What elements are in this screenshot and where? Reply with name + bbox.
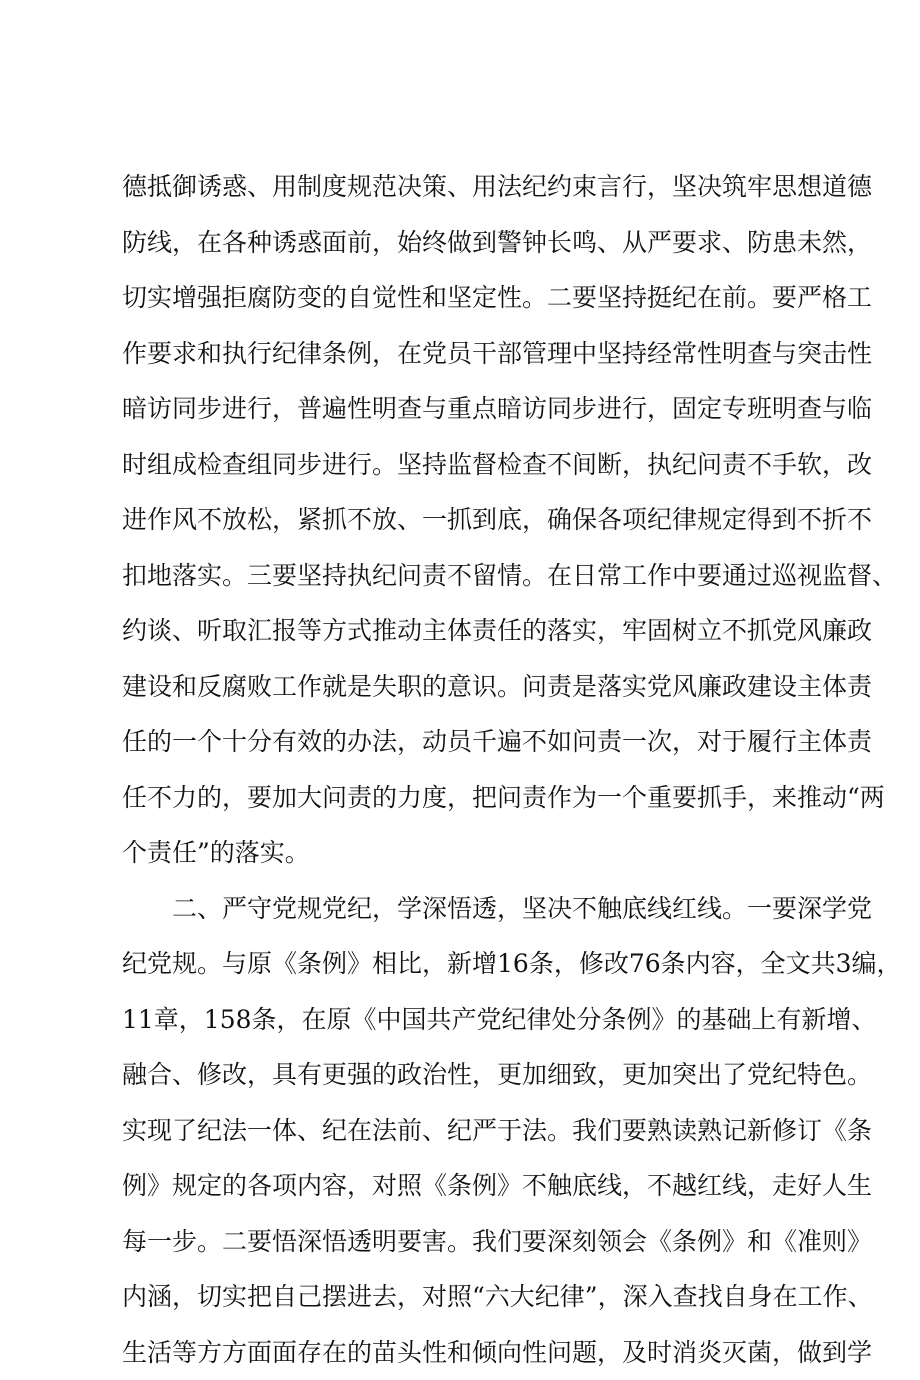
document-body bbox=[122, 159, 810, 1380]
text-line: 任的一个十分有效的办法，动员千遍不如问责一次，对于履行主体责 bbox=[122, 714, 810, 770]
text-line: 二、严守党规党纪，学深悟透，坚决不触底线红线。一要深学党 bbox=[122, 881, 810, 937]
text-line: 例》规定的各项内容，对照《条例》不触底线，不越红线，走好人生 bbox=[122, 1158, 810, 1214]
text-line: 作要求和执行纪律条例，在党员干部管理中坚持经常性明查与突击性 bbox=[122, 326, 810, 382]
text-line: 11章，158条，在原《中国共产党纪律处分条例》的基础上有新增、 bbox=[122, 992, 810, 1048]
text-line: 内涵，切实把自己摆进去，对照“六大纪律”，深入查找自身在工作、 bbox=[122, 1269, 810, 1325]
text-line: 建设和反腐败工作就是失职的意识。问责是落实党风廉政建设主体责 bbox=[122, 659, 810, 715]
text-line: 进作风不放松，紧抓不放、一抓到底，确保各项纪律规定得到不折不 bbox=[122, 492, 810, 548]
text-line: 生活等方方面面存在的苗头性和倾向性问题，及时消炎灭菌，做到学 bbox=[122, 1325, 810, 1380]
text-line: 扣地落实。三要坚持执纪问责不留情。在日常工作中要通过巡视监督、 bbox=[122, 548, 810, 604]
text-line: 纪党规。与原《条例》相比，新增16条，修改76条内容，全文共3编， bbox=[122, 936, 810, 992]
text-line: 防线，在各种诱惑面前，始终做到警钟长鸣、从严要求、防患未然， bbox=[122, 215, 810, 271]
text-line: 实现了纪法一体、纪在法前、纪严于法。我们要熟读熟记新修订《条 bbox=[122, 1103, 810, 1159]
text-line: 德抵御诱惑、用制度规范决策、用法纪约束言行，坚决筑牢思想道德 bbox=[122, 159, 810, 215]
text-line: 约谈、听取汇报等方式推动主体责任的落实，牢固树立不抓党风廉政 bbox=[122, 603, 810, 659]
text-line: 暗访同步进行，普遍性明查与重点暗访同步进行，固定专班明查与临 bbox=[122, 381, 810, 437]
text-line: 每一步。二要悟深悟透明要害。我们要深刻领会《条例》和《准则》 bbox=[122, 1214, 810, 1270]
text-line: 时组成检查组同步进行。坚持监督检查不间断，执纪问责不手软，改 bbox=[122, 437, 810, 493]
text-line: 任不力的，要加大问责的力度，把问责作为一个重要抓手，来推动“两 bbox=[122, 770, 810, 826]
text-line: 个责任”的落实。 bbox=[122, 825, 810, 881]
text-line: 切实增强拒腐防变的自觉性和坚定性。二要坚持挺纪在前。要严格工 bbox=[122, 270, 810, 326]
text-line: 融合、修改，具有更强的政治性，更加细致，更加突出了党纪特色。 bbox=[122, 1047, 810, 1103]
